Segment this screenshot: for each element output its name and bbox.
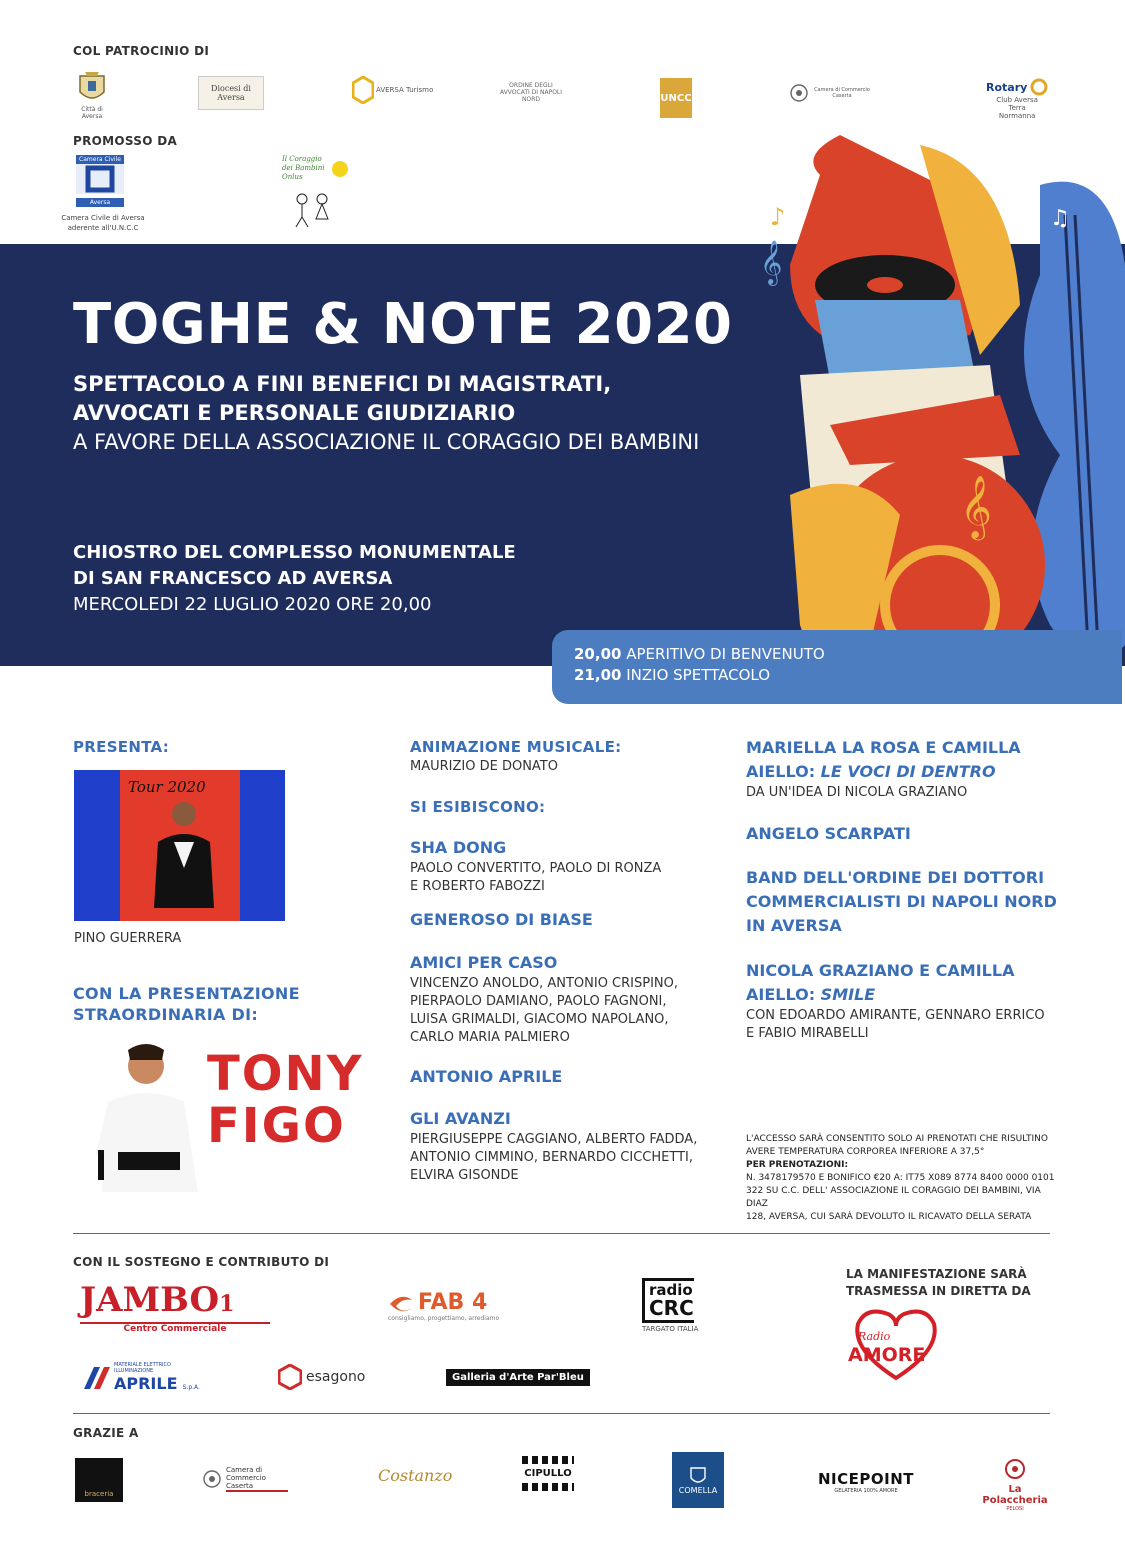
fab4-subtitle: consigliamo, progettiamo, arrediamo [388,1315,500,1322]
event-date: MERCOLEDI 22 LUGLIO 2020 ORE 20,00 [73,594,432,615]
braceria-logo: braceria [75,1458,123,1502]
nicepoint-text: NICEPOINT [818,1470,915,1488]
schedule-box [552,630,1122,704]
act-sha-dong [410,836,730,896]
uncc-logo-text: UNCC [660,78,692,118]
animazione-heading: ANIMAZIONE MUSICALE: [410,738,622,756]
subtitle-line-3: A FAVORE DELLA ASSOCIAZIONE IL CORAGGIO DEI BAMBINI [73,430,700,454]
act-name: ANTONIO APRILE [410,1067,563,1086]
act-members: PAOLO CONVERTITO, PAOLO DI RONZA [410,861,662,876]
seal-icon [202,1469,222,1489]
diocesi-logo-text: Diocesi di Aversa [198,76,264,110]
camera-commercio-thanks-logo [202,1466,288,1492]
crc-text: CRC [649,1296,694,1320]
ordine-avvocati-logo: ORDINE DEGLI AVVOCATI DI NAPOLI NORD [499,82,563,103]
act-details: CON EDOARDO AMIRANTE, GENNARO ERRICO [746,1008,1045,1023]
svg-text:𝄞: 𝄞 [960,475,992,538]
esagono-text: esagono [306,1369,366,1385]
act-name: BAND DELL'ORDINE DEI DOTTORI [746,868,1045,887]
animazione-name: MAURIZIO DE DONATO [410,759,558,774]
cipullo-stripe [522,1456,574,1464]
aprile-mark-icon [82,1365,112,1391]
middle-column [410,738,730,1185]
schedule-event-1: APERITIVO DI BENVENUTO [626,645,825,663]
camera-civile-top: Camera Civile [76,155,124,164]
thanks-label: GRAZIE A [73,1426,139,1440]
aversa-city-logo [72,70,112,120]
act-name: GLI AVANZI [410,1109,511,1128]
svg-text:𝄞: 𝄞 [760,240,783,284]
act-members: CARLO MARIA PALMIERO [410,1030,570,1045]
broadcast-line-1: LA MANIFESTAZIONE SARÀ [846,1267,1027,1281]
schedule-event-2: INZIO SPETTACOLO [626,666,771,684]
event-subtitle [73,370,699,457]
act-nicola-graziano [746,959,1066,1043]
notice-line: L'ACCESSO SARÀ CONSENTITO SOLO AI PRENOTATI CHE RISULTINO [746,1134,1048,1144]
act-members: ELVIRA GISONDE [410,1168,519,1183]
nicepoint-logo [818,1470,914,1494]
svg-text:♫: ♫ [1050,206,1070,231]
act-generoso [410,908,730,932]
nicepoint-subtitle: GELATERIA 100% AMORE [834,1488,898,1494]
jambo-number: 1 [219,1291,235,1317]
presenta-heading: PRESENTA: [73,738,170,756]
venue-line-1: CHIOSTRO DEL COMPLESSO MONUMENTALE [73,542,516,563]
act-members: E ROBERTO FABOZZI [410,879,545,894]
aprile-logo [82,1362,200,1393]
right-column [746,736,1066,1043]
figo-text: FIGO [207,1098,346,1154]
tony-figo-photo [88,1042,210,1208]
castle-icon [76,164,124,194]
act-name: AIELLO: [746,762,816,781]
camera-civile-caption-1: Camera Civile di Aversa [61,214,145,222]
polaccheria-logo [980,1458,1050,1512]
act-band-ordine [746,866,1066,938]
si-esibiscono-heading: SI ESIBISCONO: [410,798,546,816]
act-name: SHA DONG [410,838,507,857]
coraggio-bambini-logo [282,155,354,231]
venue-line-2: DI SAN FRANCESCO AD AVERSA [73,568,393,589]
svg-text:♪: ♪ [770,203,786,231]
patronage-label: COL PATROCINIO DI [73,44,210,58]
tour-text: Tour 2020 [128,778,206,796]
notice-line: AVERE TEMPERATURA CORPOREA INFERIORE A 37,5° [746,1147,985,1157]
radio-amore-text: AMORE [848,1344,926,1366]
notice-line: N. 3478179570 E BONIFICO €20 A: IT75 X089 8774 8400 0000 0101 [746,1173,1055,1183]
polaccheria-subtitle: PELOSI [1006,1506,1024,1512]
aversa-turismo-logo [352,76,433,104]
broadcast-line-2: TRASMESSA IN DIRETTA DA [846,1284,1031,1298]
schedule-time-1: 20,00 [574,645,622,663]
comella-logo [672,1452,724,1508]
galleria-logo: Galleria d'Arte Par'Bleu [446,1369,590,1386]
diocesi-logo [198,76,264,110]
jambo-subtitle: Centro Commerciale [80,1322,270,1334]
act-title: LE VOCI DI DENTRO [820,762,996,781]
cipullo-logo [522,1456,574,1491]
camera-commercio-text: Camera di Commercio Caserta [814,87,870,99]
rotary-text: Rotary [986,80,1028,94]
coraggio-bambini-text: Il Coraggio dei Bambini Onlus [282,155,325,181]
cipullo-text: CIPULLO [524,1468,572,1479]
sponsors-label: CON IL SOSTEGNO E CONTRIBUTO DI [73,1255,330,1269]
radio-crc-logo [642,1278,702,1333]
act-angelo-scarpati: ANGELO SCARPATI [746,824,911,843]
special-presentation-heading [73,983,300,1025]
access-notice [746,1133,1056,1224]
act-amici-per-caso [410,951,730,1047]
divider [73,1413,1050,1414]
costanzo-logo: Costanzo [378,1466,453,1485]
tony-text: TONY [207,1046,364,1102]
crest-icon [689,1466,707,1486]
act-name: AIELLO: [746,985,816,1004]
kids-drawing-icon [282,155,354,231]
rotary-wheel-icon [1030,78,1048,96]
act-name: COMMERCIALISTI DI NAPOLI NORD [746,892,1057,911]
subtitle-line-1: SPETTACOLO A FINI BENEFICI DI MAGISTRATI, [73,372,612,396]
aprile-small-text: MATERIALE ELETTRICO ILLUMINAZIONE [114,1362,171,1374]
act-name: AMICI PER CASO [410,953,558,972]
aversa-turismo-text: AVERSA Turismo [376,86,434,94]
act-mariella [746,736,1066,802]
polaccheria-emblem-icon [1004,1458,1026,1480]
schedule-time-2: 21,00 [574,666,622,684]
seal-icon [790,84,808,102]
esagono-hexagon-icon [278,1364,302,1390]
act-gli-avanzi [410,1107,730,1185]
act-name: MARIELLA LA ROSA E CAMILLA [746,738,1021,757]
presenter-figure-icon [144,798,224,918]
fab4-text: FAB 4 [418,1290,488,1315]
presenter-name: PINO GUERRERA [74,931,182,946]
radio-subtitle: TARGATO ITALIA [642,1325,699,1333]
aprile-spa-text: S.p.A. [182,1384,200,1391]
jambo-logo [80,1282,270,1334]
booking-label: PER PRENOTAZIONI: [746,1160,849,1170]
hexagon-icon [352,76,374,104]
camera-commercio-logo [790,84,872,102]
event-title: TOGHE & NOTE 2020 [73,292,733,357]
camera-civile-caption-2: aderente all'U.N.C.C [67,224,139,232]
act-members: PIERGIUSEPPE CAGGIANO, ALBERTO FADDA, [410,1132,698,1147]
fab4-logo [388,1290,499,1322]
notice-line: 128, AVERSA, CUI SARÀ DEVOLUTO IL RICAVATO DELLA SERATA [746,1212,1032,1222]
comella-text: COMELLA [678,1485,718,1495]
camera-commercio-thanks-text: Camera di Commercio Caserta [226,1466,288,1492]
radio-amore-logo [848,1304,944,1384]
divider [73,1233,1050,1234]
fab4-swirl-icon [388,1292,414,1314]
camera-civile-logo [76,155,124,207]
camera-civile-caption [58,213,148,233]
radio-text: radio [649,1281,693,1299]
special-line-1: CON LA PRESENTAZIONE [73,984,300,1003]
aprile-text: APRILE [114,1374,178,1393]
jambo-text: JAMBO [80,1280,220,1320]
subtitle-line-2: AVVOCATI E PERSONALE GIUDIZIARIO [73,401,516,425]
cipullo-stripe [522,1483,574,1491]
camera-civile-bottom: Aversa [76,198,124,207]
act-members: VINCENZO ANOLDO, ANTONIO CRISPINO, [410,976,679,991]
aversa-city-caption: Città di Aversa [81,106,103,120]
radio-amore-radio: Radio [858,1330,891,1343]
act-members: PIERPAOLO DAMIANO, PAOLO FAGNONI, [410,994,667,1009]
coat-of-arms-icon [77,70,107,106]
act-details: DA UN'IDEA DI NICOLA GRAZIANO [746,785,968,800]
act-details: E FABIO MIRABELLI [746,1026,869,1041]
special-line-2: STRAORDINARIA DI: [73,1005,259,1024]
presenter-photo [74,770,285,921]
tony-figo-logo [207,1048,363,1152]
uncc-logo [660,78,692,118]
act-antonio-aprile [410,1065,730,1089]
act-members: ANTONIO CIMMINO, BERNARDO CICCHETTI, [410,1150,693,1165]
event-venue [73,540,516,618]
act-members: LUISA GRIMALDI, GIACOMO NAPOLANO, [410,1012,669,1027]
rotary-logo [986,78,1048,120]
act-name: IN AVERSA [746,916,842,935]
promoted-label: PROMOSSO DA [73,134,178,148]
act-name: NICOLA GRAZIANO E CAMILLA [746,961,1015,980]
polaccheria-text: La Polaccheria [982,1484,1048,1506]
broadcast-note [846,1266,1031,1300]
esagono-logo [278,1364,365,1390]
notice-line: 322 SU C.C. DELL' ASSOCIAZIONE IL CORAGGIO DEI BAMBINI, VIA DIAZ [746,1186,1041,1209]
act-name: GENEROSO DI BIASE [410,910,593,929]
act-title: SMILE [820,985,876,1004]
music-instruments-illustration [760,125,1125,705]
rotary-club-text: Club Aversa Terra Normanna [996,96,1038,120]
